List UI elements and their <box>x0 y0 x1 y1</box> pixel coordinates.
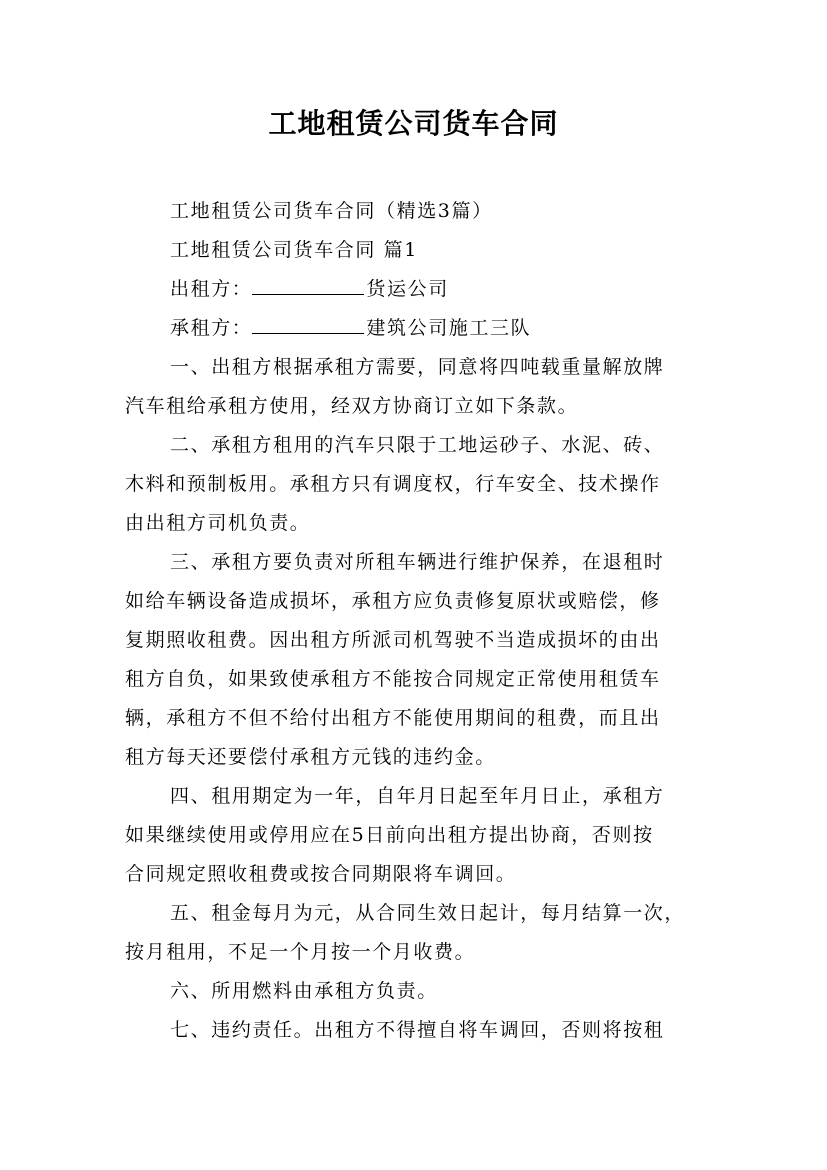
paragraph-line: 二、承租方租用的汽车只限于工地运砂子、水泥、砖、 <box>170 434 665 456</box>
document-title: 工地租赁公司货车合同 <box>268 107 559 140</box>
paragraph-line: 租方每天还要偿付承租方元钱的违约金。 <box>125 746 496 768</box>
lessor-blank <box>252 276 364 295</box>
paragraph-line: 三、承租方要负责对所租车辆进行维护保养，在退租时 <box>170 551 665 573</box>
lessee-line <box>170 315 760 341</box>
paragraph-line: 按月租用，不足一个月按一个月收费。 <box>125 941 476 963</box>
paragraph-line: 七、违约责任。出租方不得擅自将车调回，否则将按租 <box>170 1019 665 1041</box>
paragraph-line: 由出租方司机负责。 <box>125 512 311 534</box>
paragraph-line: 如果继续使用或停用应在5日前向出租方提出协商，否则按 <box>125 824 654 846</box>
paragraph-line: 木料和预制板用。承租方只有调度权，行车安全、技术操作 <box>125 473 661 495</box>
paragraph-line: 六、所用燃料由承租方负责。 <box>170 980 438 1002</box>
lessee-name: 建筑公司施工三队 <box>366 317 532 339</box>
lessor-name: 货运公司 <box>366 278 449 300</box>
paragraph-line: 四、租用期定为一年，自年月日起至年月日止，承租方 <box>170 785 665 807</box>
paragraph-line: 合同规定照收租费或按合同期限将车调回。 <box>125 863 517 885</box>
paragraph-line: 辆，承租方不但不给付出租方不能使用期间的租费，而且出 <box>125 707 661 729</box>
paragraph-line: 汽车租给承租方使用，经双方协商订立如下条款。 <box>125 395 579 417</box>
lessee-label: 承租方： <box>170 317 253 339</box>
paragraph-line: 一、出租方根据承租方需要，同意将四吨载重量解放牌 <box>170 356 665 378</box>
paragraph-line: 租方自负，如果致使承租方不能按合同规定正常使用租赁车 <box>125 668 661 690</box>
section-heading: 工地租赁公司货车合同 篇1 <box>170 239 418 261</box>
lessee-blank <box>252 315 364 334</box>
paragraph-line: 复期照收租费。因出租方所派司机驾驶不当造成损坏的由出 <box>125 629 661 651</box>
paragraph-line: 五、租金每月为元，从合同生效日起计，每月结算一次， <box>170 902 686 924</box>
lessor-label: 出租方： <box>170 278 253 300</box>
subtitle-line: 工地租赁公司货车合同（精选3篇） <box>170 200 493 222</box>
lessor-line <box>170 276 760 302</box>
paragraph-line: 如给车辆设备造成损坏，承租方应负责修复原状或赔偿，修 <box>125 590 661 612</box>
